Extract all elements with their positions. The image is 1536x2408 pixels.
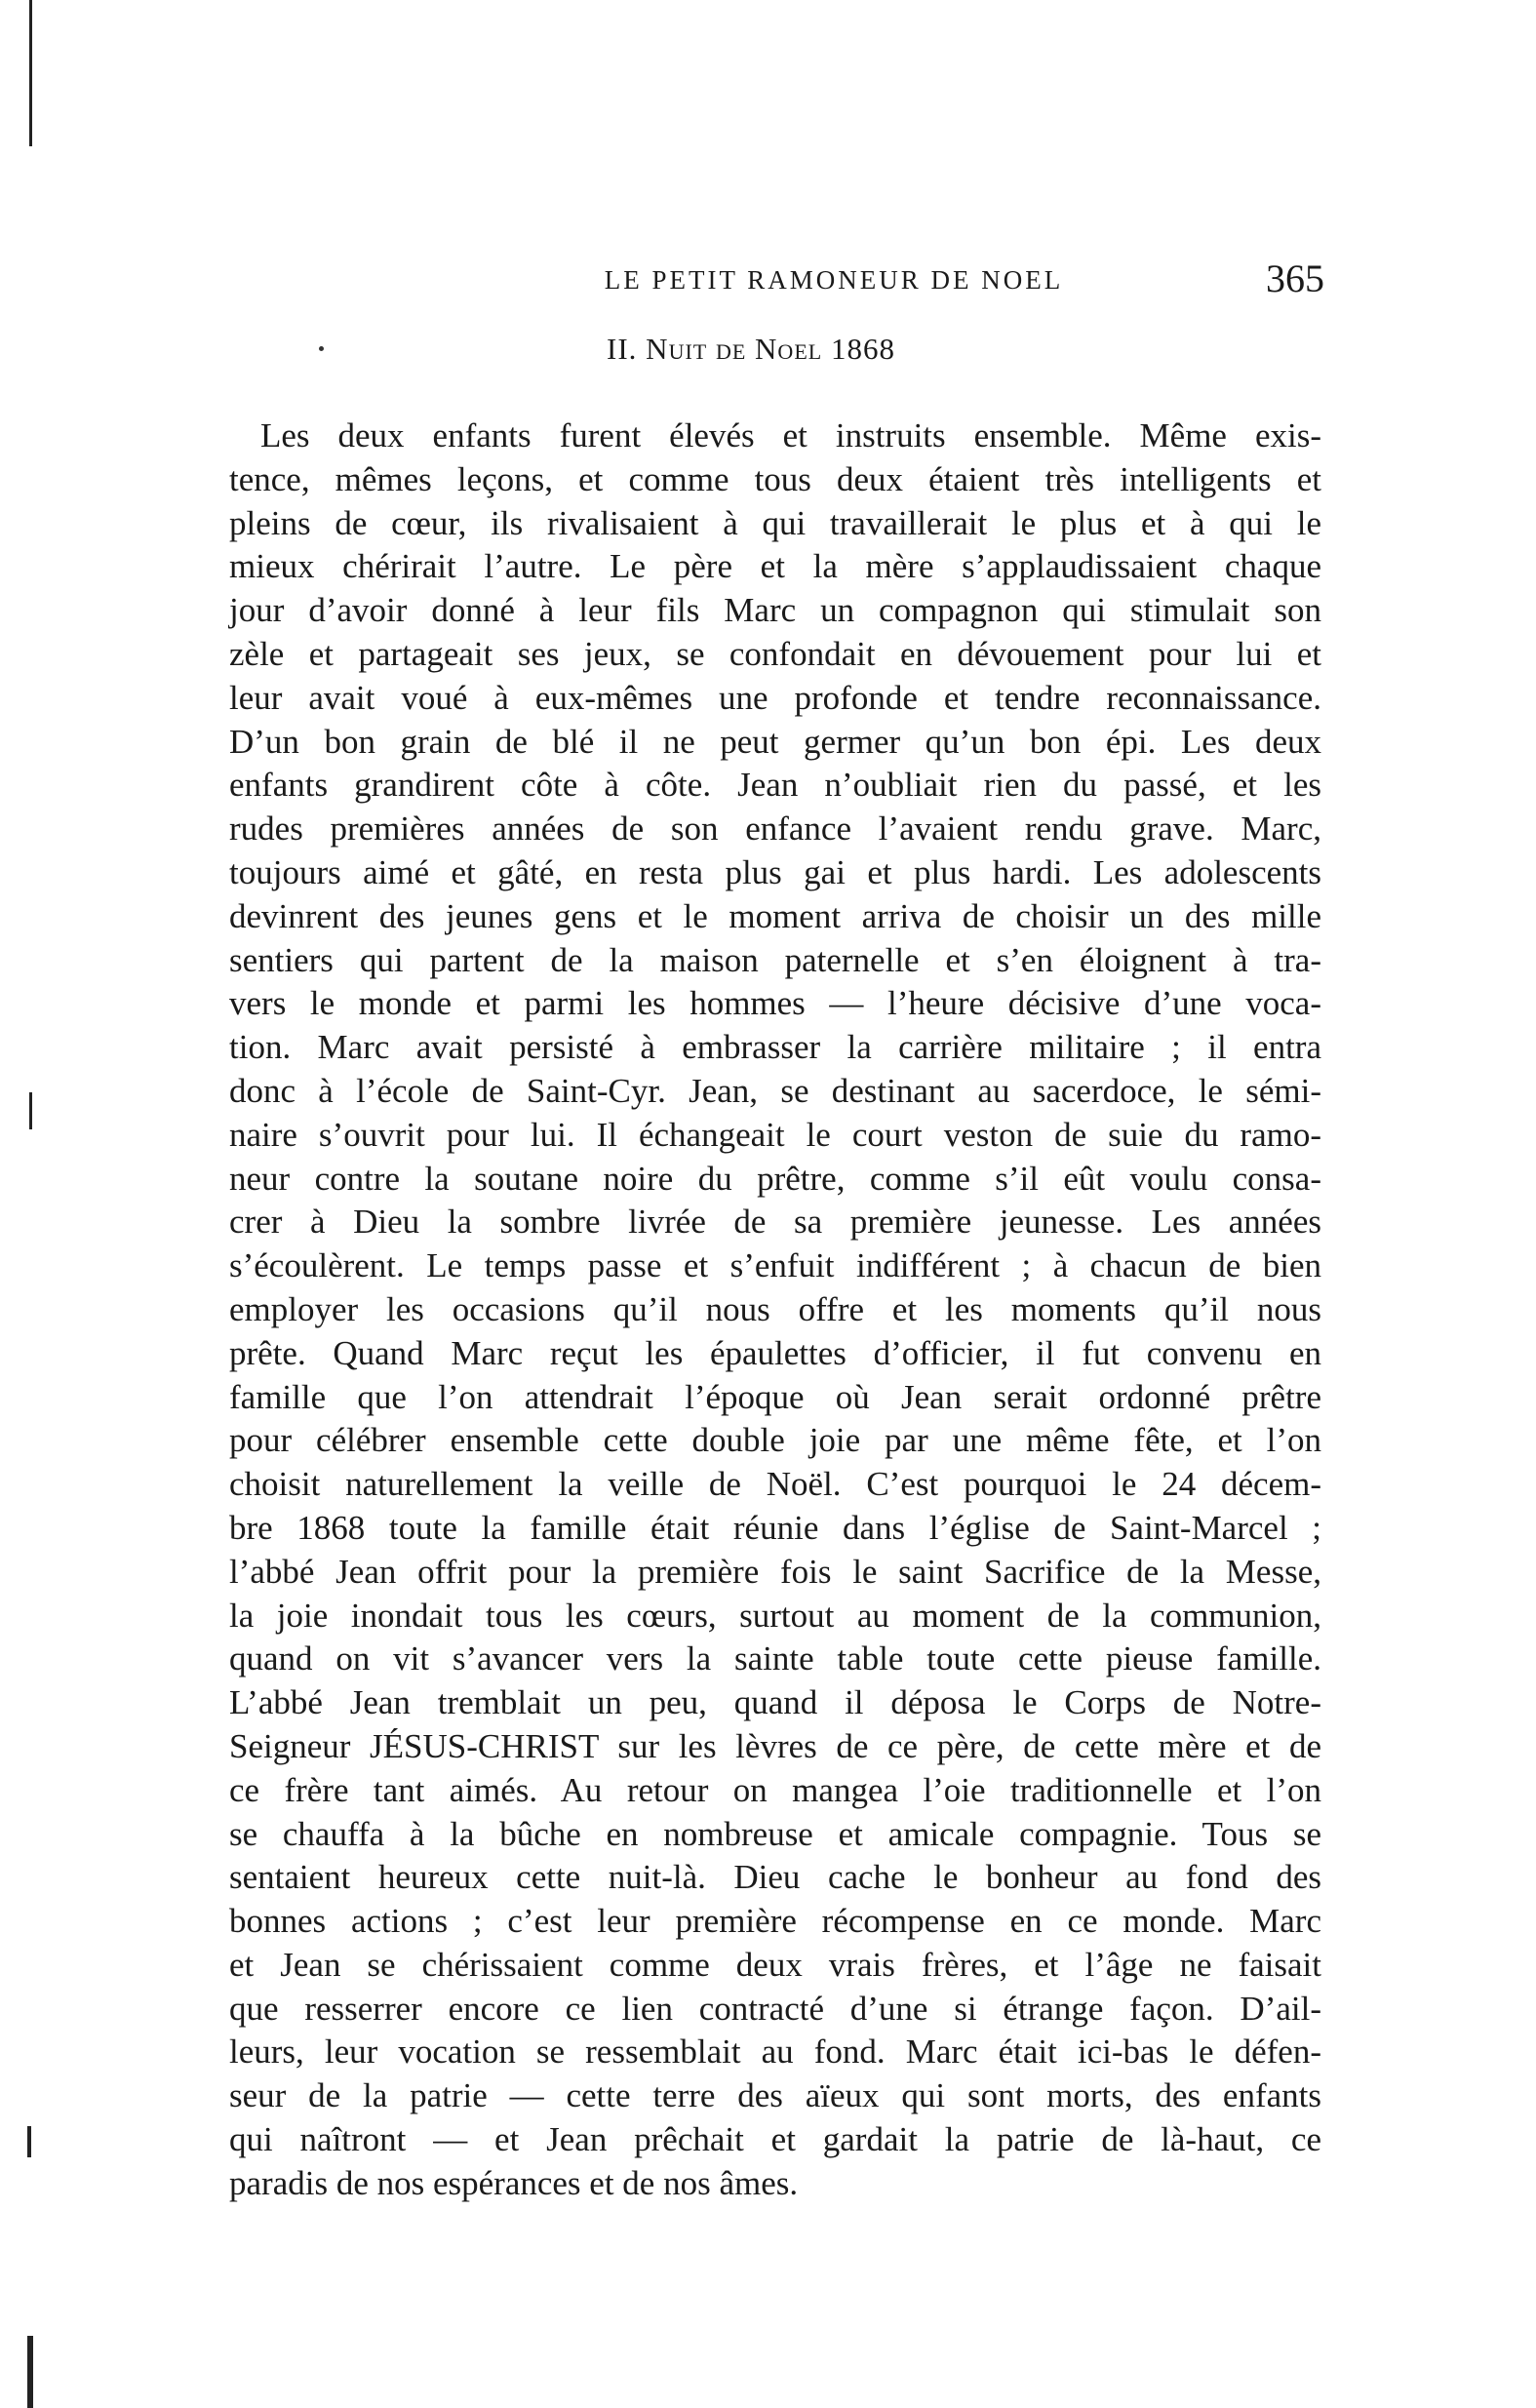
text-line: L’abbé Jean tremblait un peu, quand il déposa le Corps de Notre- (229, 1683, 1321, 1722)
text-line: pleins de cœur, ils rivalisaient à qui travaillerait le plus et à qui le (229, 503, 1321, 542)
text-line: donc à l’école de Saint-Cyr. Jean, se destinant au sacerdoce, le sémi- (229, 1071, 1321, 1110)
scan-margin-mark (27, 2126, 31, 2157)
text-line: sentiers qui partent de la maison paternelle et s’en éloignent à tra- (229, 940, 1321, 979)
text-line: et Jean se chérissaient comme deux vrais frères, et l’âge ne faisait (229, 1945, 1321, 1984)
body-paragraph (229, 414, 1321, 2206)
text-line: pour célébrer ensemble cette double joie par une même fête, et l’on (229, 1421, 1321, 1460)
text-line: famille que l’on attendrait l’époque où Jean serait ordonné prêtre (229, 1377, 1321, 1416)
text-line: ce frère tant aimés. Au retour on mangea l’oie traditionnelle et l’on (229, 1770, 1321, 1809)
scan-margin-mark (29, 0, 32, 146)
text-line: rudes premières années de son enfance l’avaient rendu grave. Marc, (229, 809, 1321, 849)
scan-margin-mark (27, 2336, 33, 2408)
text-line: quand on vit s’avancer vers la sainte table toute cette pieuse famille. (229, 1639, 1321, 1678)
text-line: jour d’avoir donné à leur fils Marc un compagnon qui stimulait son (229, 591, 1321, 630)
text-line: employer les occasions qu’il nous offre et les moments qu’il nous (229, 1289, 1321, 1328)
scan-margin-mark (29, 1092, 32, 1129)
text-line: D’un bon grain de blé il ne peut germer qu’un bon épi. Les deux (229, 722, 1321, 761)
text-line: se chauffa à la bûche en nombreuse et amicale compagnie. Tous se (229, 1814, 1321, 1853)
text-line: leurs, leur vocation se ressemblait au fond. Marc était ici-bas le défen- (229, 2033, 1321, 2072)
text-line: bonnes actions ; c’est leur première récompense en ce monde. Marc (229, 1902, 1321, 1941)
text-line: naire s’ouvrit pour lui. Il échangeait le court veston de suie du ramo- (229, 1115, 1321, 1154)
section-heading: II. Nuit de Noel 1868 (607, 332, 895, 366)
text-line: prête. Quand Marc reçut les épaulettes d’officier, il fut convenu en (229, 1333, 1321, 1372)
text-line: toujours aimé et gâté, en resta plus gai et plus hardi. Les adolescents (229, 852, 1321, 891)
scan-dot-mark (319, 346, 324, 351)
text-line: neur contre la soutane noire du prêtre, comme s’il eût voulu consa- (229, 1159, 1321, 1198)
text-line: leur avait voué à eux-mêmes une profonde et tendre reconnaissance. (229, 678, 1321, 717)
text-line: l’abbé Jean offrit pour la première fois le saint Sacrifice de la Messe, (229, 1552, 1321, 1591)
text-line: s’écoulèrent. Le temps passe et s’enfuit indifférent ; à chacun de bien (229, 1246, 1321, 1285)
text-line: la joie inondait tous les cœurs, surtout au moment de la communion, (229, 1596, 1321, 1635)
text-line: sentaient heureux cette nuit-là. Dieu cache le bonheur au fond des (229, 1858, 1321, 1897)
text-line: paradis de nos espérances et de nos âmes. (229, 2163, 799, 2202)
text-line: choisit naturellement la veille de Noël. C’est pourquoi le 24 décem- (229, 1465, 1321, 1504)
text-line: tion. Marc avait persisté à embrasser la carrière militaire ; il entra (229, 1028, 1321, 1067)
text-line: bre 1868 toute la famille était réunie dans l’église de Saint-Marcel ; (229, 1508, 1321, 1547)
text-line: seur de la patrie — cette terre des aïeux qui sont morts, des enfants (229, 2076, 1321, 2115)
text-line: que resserrer encore ce lien contracté d’une si étrange façon. D’ail- (229, 1989, 1321, 2028)
text-line: zèle et partageait ses jeux, se confondait en dévouement pour lui et (229, 634, 1321, 673)
text-line: Seigneur JÉSUS-CHRIST sur les lèvres de ce père, de cette mère et de (229, 1726, 1321, 1765)
text-line: mieux chérirait l’autre. Le père et la mère s’applaudissaient chaque (229, 547, 1321, 586)
text-line: vers le monde et parmi les hommes — l’heure décisive d’une voca- (229, 984, 1321, 1023)
text-line: qui naîtront — et Jean prêchait et gardait la patrie de là-haut, ce (229, 2120, 1321, 2159)
text-line: enfants grandirent côte à côte. Jean n’oubliait rien du passé, et les (229, 766, 1321, 805)
text-line: devinrent des jeunes gens et le moment arriva de choisir un des mille (229, 896, 1321, 935)
text-line: crer à Dieu la sombre livrée de sa première jeunesse. Les années (229, 1203, 1321, 1242)
text-line: tence, mêmes leçons, et comme tous deux étaient très intelligents et (229, 459, 1321, 498)
page-number: 365 (1266, 257, 1324, 300)
running-head: LE PETIT RAMONEUR DE NOEL (604, 265, 1064, 295)
text-line: Les deux enfants furent élevés et instruits ensemble. Même exis- (260, 416, 1321, 454)
